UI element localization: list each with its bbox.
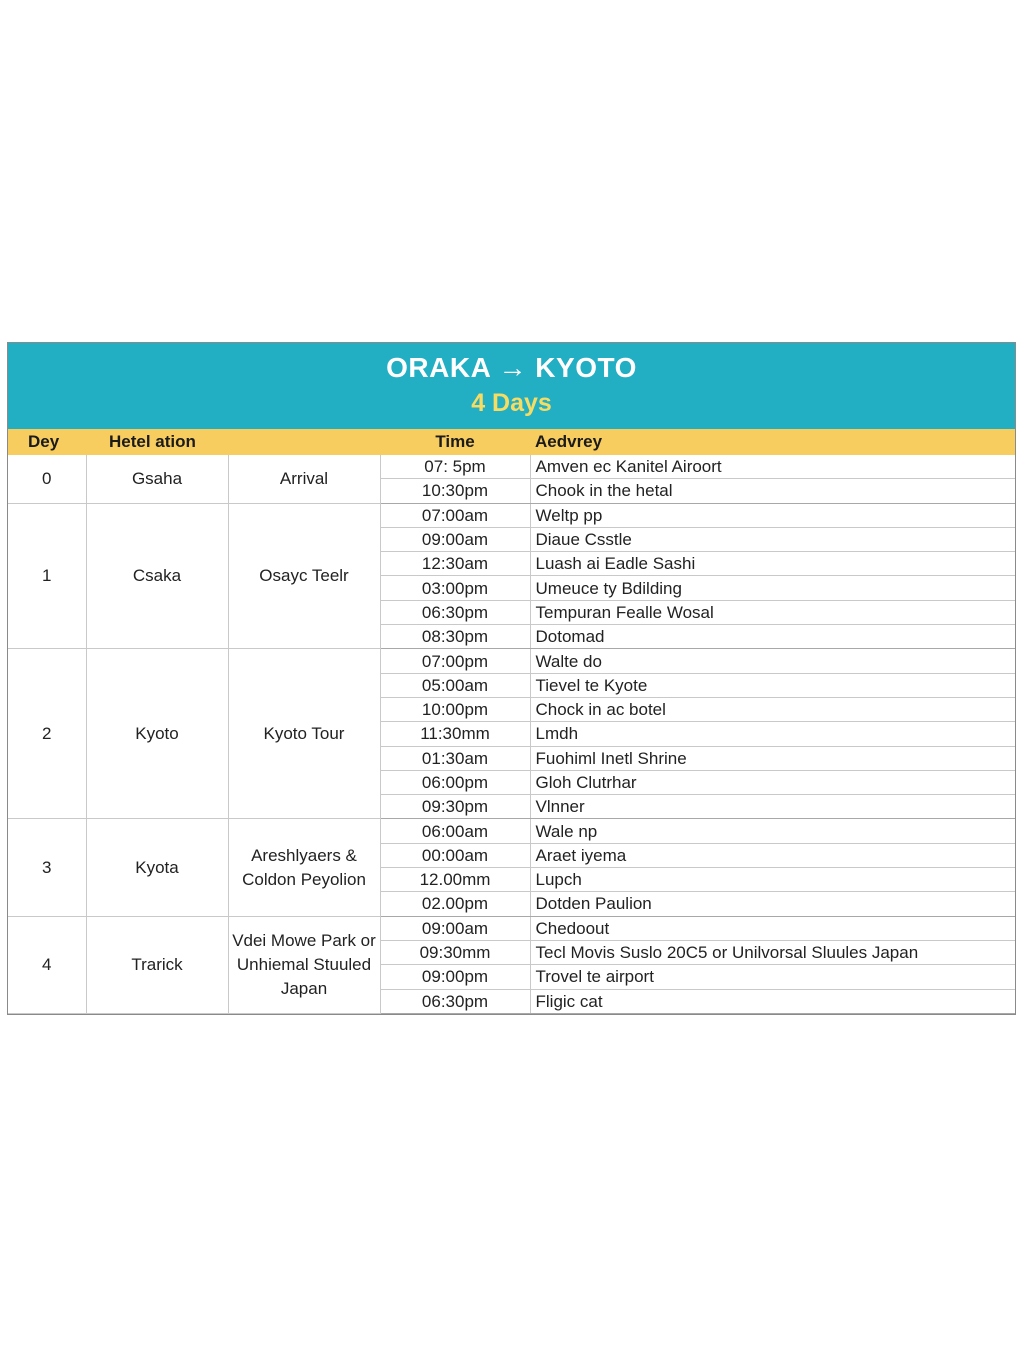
header-row [8, 429, 1015, 455]
activity-cell: Tecl Movis Suslo 20C5 or Unilvorsal Sluules Japan [530, 940, 1015, 964]
location-cell: Csaka [86, 503, 228, 649]
activity-cell: Diaue Csstle [530, 527, 1015, 551]
summary-cell: Osayc Teelr [228, 503, 380, 649]
activity-cell: Fuohiml Inetl Shrine [530, 746, 1015, 770]
activity-cell: Vlnner [530, 795, 1015, 819]
time-cell: 07: 5pm [380, 455, 530, 479]
activity-cell: Gloh Clutrhar [530, 770, 1015, 794]
table-row [8, 503, 1015, 527]
day-cell: 1 [8, 503, 86, 649]
time-cell: 00:00am [380, 843, 530, 867]
activity-cell: Dotomad [530, 625, 1015, 649]
activity-cell: Chock in ac botel [530, 697, 1015, 721]
time-cell: 06:00pm [380, 770, 530, 794]
time-cell: 02.00pm [380, 892, 530, 916]
time-cell: 06:00am [380, 819, 530, 843]
table-row [8, 916, 1015, 940]
time-cell: 09:00am [380, 527, 530, 551]
time-cell: 12.00mm [380, 868, 530, 892]
day-cell: 4 [8, 916, 86, 1013]
activity-cell: Luash ai Eadle Sashi [530, 552, 1015, 576]
activity-cell: Araet iyema [530, 843, 1015, 867]
activity-cell: Umeuce ty Bdilding [530, 576, 1015, 600]
time-cell: 06:30pm [380, 989, 530, 1013]
time-cell: 09:30pm [380, 795, 530, 819]
header-time: Time [380, 429, 530, 455]
activity-cell: Amven ec Kanitel Airoort [530, 455, 1015, 479]
activity-cell: Lupch [530, 868, 1015, 892]
time-cell: 01:30am [380, 746, 530, 770]
activity-cell: Fligic cat [530, 989, 1015, 1013]
location-cell: Kyoto [86, 649, 228, 819]
itinerary-title: ORAKA → KYOTO [386, 352, 637, 383]
time-cell: 06:30pm [380, 600, 530, 624]
header-location: Hetel ation [86, 429, 380, 455]
time-cell: 10:00pm [380, 697, 530, 721]
location-cell: Gsaha [86, 455, 228, 503]
day-cell: 0 [8, 455, 86, 503]
time-cell: 07:00am [380, 503, 530, 527]
activity-cell: Walte do [530, 649, 1015, 673]
time-cell: 09:00pm [380, 965, 530, 989]
header-day: Dey [8, 429, 86, 455]
day-cell: 2 [8, 649, 86, 819]
time-cell: 12:30am [380, 552, 530, 576]
activity-cell: Trovel te airport [530, 965, 1015, 989]
table-body [8, 455, 1015, 1013]
table-row [8, 649, 1015, 673]
time-cell: 05:00am [380, 673, 530, 697]
location-cell: Kyota [86, 819, 228, 916]
itinerary-sheet [7, 342, 1016, 1015]
time-cell: 11:30mm [380, 722, 530, 746]
itinerary-table [8, 429, 1015, 1014]
summary-cell: Areshlyaers & Coldon Peyolion [228, 819, 380, 916]
summary-cell: Kyoto Tour [228, 649, 380, 819]
summary-cell: Vdei Mowe Park or Unhiemal Stuuled Japan [228, 916, 380, 1013]
activity-cell: Tievel te Kyote [530, 673, 1015, 697]
time-cell: 09:30mm [380, 940, 530, 964]
activity-cell: Chook in the hetal [530, 479, 1015, 503]
time-cell: 09:00am [380, 916, 530, 940]
time-cell: 08:30pm [380, 625, 530, 649]
time-cell: 07:00pm [380, 649, 530, 673]
activity-cell: Dotden Paulion [530, 892, 1015, 916]
location-cell: Trarick [86, 916, 228, 1013]
header-activity: Aedvrey [530, 429, 1015, 455]
summary-cell: Arrival [228, 455, 380, 503]
day-cell: 3 [8, 819, 86, 916]
table-row [8, 455, 1015, 479]
title-banner [8, 343, 1015, 429]
activity-cell: Lmdh [530, 722, 1015, 746]
table-row [8, 819, 1015, 843]
activity-cell: Wale np [530, 819, 1015, 843]
time-cell: 03:00pm [380, 576, 530, 600]
time-cell: 10:30pm [380, 479, 530, 503]
activity-cell: Weltp pp [530, 503, 1015, 527]
activity-cell: Tempuran Fealle Wosal [530, 600, 1015, 624]
table-header [8, 429, 1015, 455]
activity-cell: Chedoout [530, 916, 1015, 940]
itinerary-subtitle: 4 Days [471, 389, 552, 417]
